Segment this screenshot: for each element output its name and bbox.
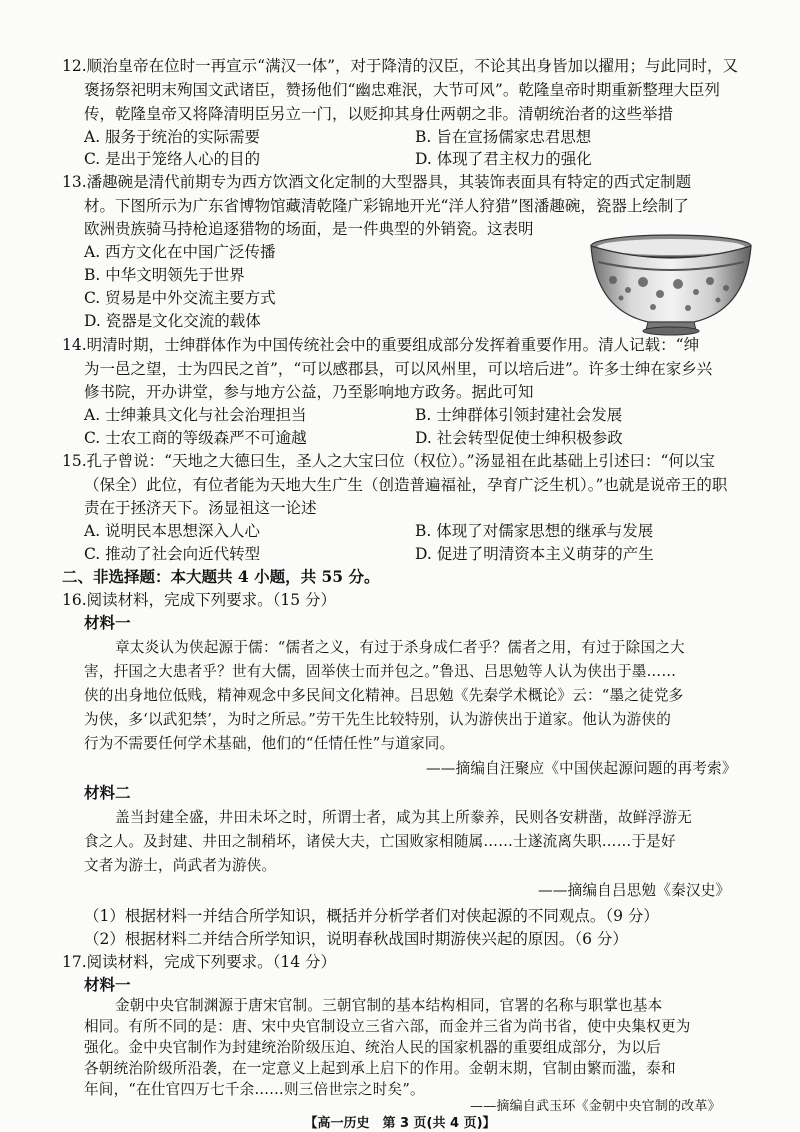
q15-stem-line-1: 15.孔子曾说：“天地之大德曰生，圣人之大宝曰位（权位）。”汤显祖在此基础上引述曰：“何以宝	[62, 452, 715, 470]
q16-material-1-label: 材料一	[84, 613, 131, 632]
porcelain-punch-bowl-icon	[588, 232, 754, 340]
q13-option-d[interactable]: D. 瓷器是文化交流的载体	[84, 312, 261, 330]
q14-option-c[interactable]: C. 士农工商的等级森严不可逾越	[84, 429, 307, 447]
q15-option-c[interactable]: C. 推动了社会向近代转型	[84, 545, 261, 563]
q16-requirement-1: （1）根据材料一并结合所学知识，概括并分析学者们对侠起源的不同观点。（9 分）	[84, 907, 659, 925]
q16-requirement-2: （2）根据材料二并结合所学知识，说明春秋战国时期游侠兴起的原因。（6 分）	[84, 930, 628, 948]
q16-material-2-line-2: 食之人。及封建、井田之制稍坏，诸侯大夫，亡国败家相随属……士遂流离失职……于是好	[84, 833, 676, 850]
q14-option-a[interactable]: A. 士绅兼具文化与社会治理担当	[84, 406, 307, 424]
q16-material-1-line-1: 章太炎认为侠起源于儒：“儒者之义，有过于杀身成仁者乎？儒者之用，有过于除国之大	[115, 639, 685, 656]
q17-material-1-label: 材料一	[84, 975, 131, 994]
q12-option-a[interactable]: A. 服务于统治的实际需要	[84, 128, 261, 146]
q12-option-b[interactable]: B. 旨在宣扬儒家忠君思想	[415, 128, 592, 146]
q15-stem-line-2: （保全）此位，有位者能为天地大生广生（创造普遍福祉，孕育广泛生机）。”也就是说帝王的职	[84, 476, 728, 494]
section-2-title: 二、非选择题：本大题共 4 小题，共 55 分。	[62, 567, 380, 586]
q16-material-2-label: 材料二	[84, 783, 131, 802]
q12-option-c[interactable]: C. 是出于笼络人心的目的	[84, 150, 261, 168]
q16-material-1-line-4: 为侠，多‘以武犯禁’，为时之所忌。”劳干先生比较特别，认为游侠出于道家。他认为游侠的	[84, 711, 671, 728]
q15-option-d[interactable]: D. 促进了明清资本主义萌芽的产生	[415, 545, 654, 563]
q16-material-1-source: ——摘编自汪聚应《中国侠起源问题的再考索》	[426, 760, 737, 777]
q16-material-1-line-2: 害，扞国之大患者乎？世有大儒，固举侠士而并包之。”鲁迅、吕思勉等人认为侠出于墨……	[84, 663, 677, 680]
q14-stem-line-2: 为一邑之望，士为四民之首”，“可以感郡县，可以风州里，可以培后进”。许多士绅在家乡兴	[84, 360, 713, 378]
q14-option-d[interactable]: D. 社会转型促使士绅积极参政	[415, 429, 623, 447]
q12-stem-line-2: 褒扬祭祀明末殉国文武诸臣，赞扬他们“幽忠难泯，大节可风”。乾隆皇帝时期重新整理大臣列	[84, 81, 720, 99]
q13-stem-line-2: 材。下图所示为广东省博物馆藏清乾隆广彩锦地开光“洋人狩猎”图潘趣碗，瓷器上绘制了	[84, 197, 689, 215]
q13-option-b[interactable]: B. 中华文明领先于世界	[84, 266, 245, 284]
q17-material-1-line-2: 相同。有所不同的是：唐、宋中央官制设立三省六部，而金并三省为尚书省，使中央集权更为	[84, 1018, 691, 1035]
q13-option-c[interactable]: C. 贸易是中外交流主要方式	[84, 289, 276, 307]
q15-option-b[interactable]: B. 体现了对儒家思想的继承与发展	[415, 522, 654, 540]
q12-stem-line-1: 12.顺治皇帝在位时一再宣示“满汉一体”，对于降清的汉臣，不论其出身皆加以擢用；与此同时，又	[62, 57, 739, 75]
q17-material-1-source: ——摘编自武玉环《金朝中央官制的改革》	[470, 1099, 721, 1114]
q15-stem-line-3: 责在于拯济天下。汤显祖这一论述	[84, 499, 317, 517]
q16-material-2-line-1: 盖当封建全盛，井田未坏之时，所谓士者，咸为其上所豢养，民则各安耕凿，故鲜浮游无	[115, 809, 692, 826]
q13-stem-line-1: 13.潘趣碗是清代前期专为西方饮酒文化定制的大型器具，其装饰表面具有特定的西式定制题	[62, 173, 692, 191]
q17-material-1-line-4: 各朝统治阶级所沿袭，在一定意义上起到承上启下的作用。金朝末期，官制由繁而滥，泰和	[84, 1060, 676, 1077]
q16-material-2-source: ——摘编自吕思勉《秦汉史》	[538, 882, 731, 899]
q17-material-1-line-1: 金朝中央官制渊源于唐宋官制。三朝官制的基本结构相同，官署的名称与职掌也基本	[115, 997, 663, 1014]
q13-stem-line-3: 欧洲贵族骑马持枪追逐猎物的场面，是一件典型的外销瓷。这表明	[84, 220, 534, 238]
q16-material-2-line-3: 文者为游士，尚武者为游侠。	[84, 857, 277, 874]
q13-option-a[interactable]: A. 西方文化在中国广泛传播	[84, 243, 276, 261]
page-footer: 【高一历史 第 3 页(共 4 页)】	[304, 1116, 496, 1131]
q16-material-1-line-5: 行为不需要任何学术基础，他们的“任情任性”与道家同。	[84, 735, 455, 752]
q12-stem-line-3: 传，乾隆皇帝又将降清明臣另立一门，以贬抑其身仕两朝之非。清朝统治者的这些举措	[84, 105, 674, 123]
q16-material-1-line-3: 侠的出身地位低贱，精神观念中多民间文化精神。吕思勉《先秦学术概论》云：“墨之徒党多	[84, 687, 684, 704]
q14-option-b[interactable]: B. 士绅群体引领封建社会发展	[415, 406, 623, 424]
q17-material-1-line-5: 年间，“在仕官四万七千余……则三倍世宗之时矣”。	[84, 1081, 425, 1098]
q17-material-1-line-3: 强化。金中央官制作为封建统治阶级压迫、统治人民的国家机器的重要组成部分，为以后	[84, 1039, 661, 1056]
q12-option-d[interactable]: D. 体现了君主权力的强化	[415, 150, 592, 168]
q17-title: 17.阅读材料，完成下列要求。（14 分）	[62, 953, 337, 971]
q15-option-a[interactable]: A. 说明民本思想深入人心	[84, 522, 261, 540]
q14-stem-line-1: 14.明清时期，士绅群体作为中国传统社会中的重要组成部分发挥着重要作用。清人记载：“绅	[62, 336, 700, 354]
q16-title: 16.阅读材料，完成下列要求。（15 分）	[62, 591, 337, 609]
q14-stem-line-3: 修书院，开办讲堂，参与地方公益，乃至影响地方政务。据此可知	[84, 383, 534, 401]
